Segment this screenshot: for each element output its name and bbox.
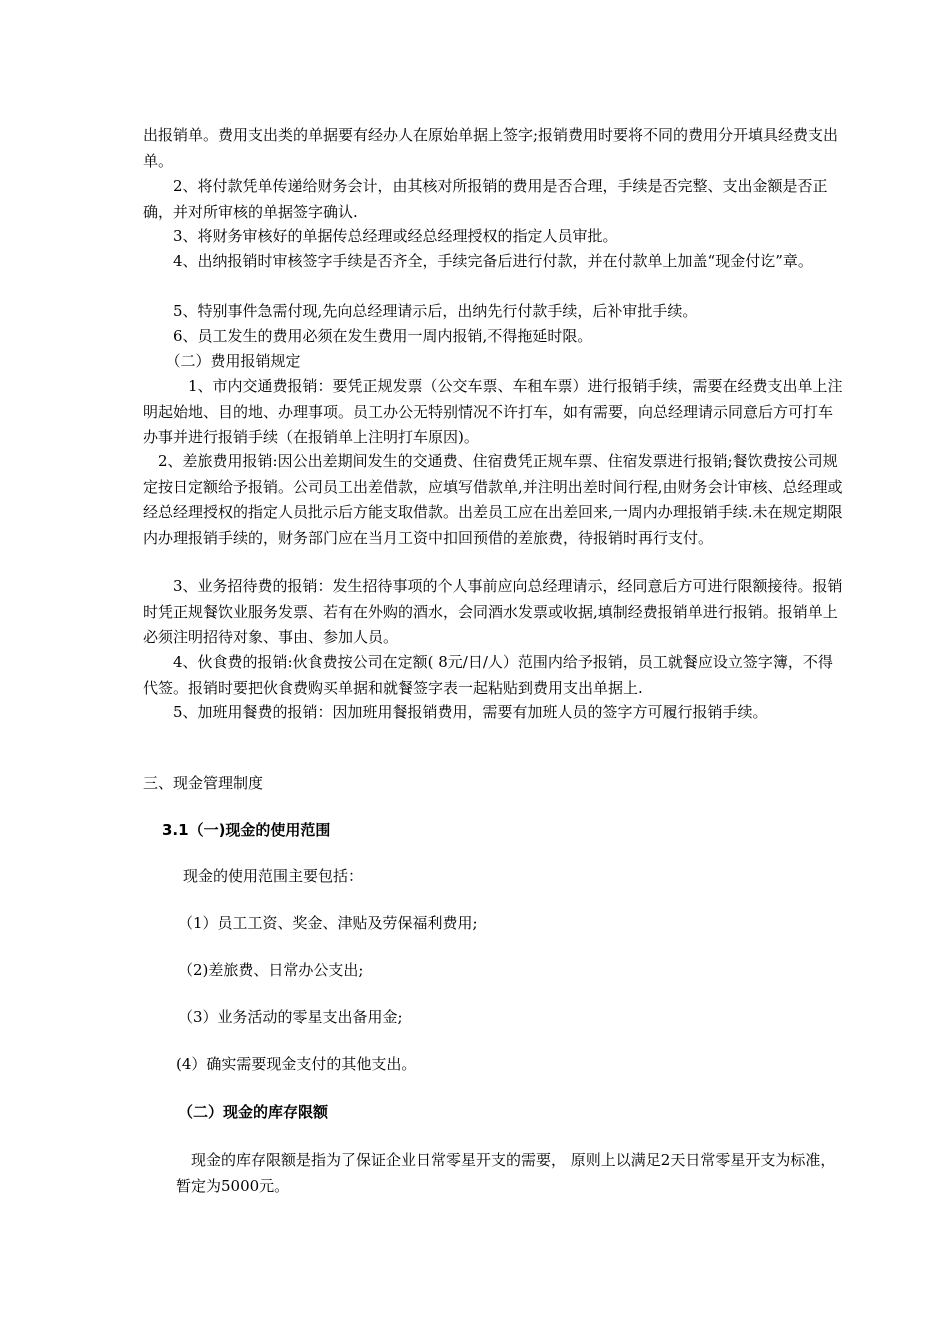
- paragraph-6: 6、员工发生的费用必须在发生费用一周内报销,不得拖延时限。: [143, 327, 593, 345]
- paragraph-1: 出报销单。费用支出类的单据要有经办人在原始单据上签字;报销费用时要将不同的费用分开填具经费支出单。: [143, 126, 839, 170]
- paragraph-8: 1、市内交通费报销：要凭正规发票（公交车票、车租车票）进行报销手续，需要在经费支出单上注明起始地、目的地、办理事项。员工办公无特别情况不许打车，如有需要，向总经理请示同意后方可打车办事并进行报销手续（在报销单上注明打车原因)。: [143, 377, 843, 446]
- paragraph-4: 4、出纳报销时审核签字手续是否齐全，手续完备后进行付款，并在付款单上加盖“现金付讫”章。: [143, 252, 813, 270]
- usage-intro: 现金的使用范围主要包括：: [183, 867, 364, 885]
- paragraph-10: 3、业务招待费的报销：发生招待事项的个人事前应向总经理请示，经同意后方可进行限额接待。报销时凭正规餐饮业服务发票、若有在外购的酒水，会同酒水发票或收据,填制经费报销单进行报销。报销单上必须注明招待对象、事由、参加人员。: [143, 577, 843, 646]
- usage-item-2: （2)差旅费、日常办公支出;: [178, 961, 364, 979]
- paragraph-5: 5、特别事件急需付现,先向总经理请示后，出纳先行付款手续，后补审批手续。: [143, 302, 698, 320]
- usage-item-1: （1）员工工资、奖金、津贴及劳保福利费用;: [178, 914, 478, 932]
- limit-paragraph: 现金的库存限额是指为了保证企业日常零星开支的需要， 原则上以满足2天日常零星开支为标准，暂定为5000元。: [176, 1151, 836, 1195]
- subsection-title-1: 3.1（一)现金的使用范围: [162, 821, 331, 839]
- paragraph-9: 2、差旅费用报销:因公出差期间发生的交通费、住宿费凭正规车票、住宿发票进行报销;餐饮费按公司规定按日定额给予报销。公司员工出差借款，应填写借款单,并注明出差时间行程,由财务会计审核、总经理或经总经理授权的指定人员批示后方能支取借款。出差员工应在出差回来,一周内办理报销手续.未在规定期限内办理报销手续的，财务部门应在当月工资中扣回预借的差旅费，待报销时再行支付。: [143, 452, 843, 547]
- usage-item-3: （3）业务活动的零星支出备用金;: [178, 1008, 403, 1026]
- usage-item-4: (4）确实需要现金支付的其他支出。: [176, 1055, 417, 1073]
- paragraph-3: 3、将财务审核好的单据传总经理或经总经理授权的指定人员审批。: [143, 227, 618, 245]
- paragraph-7-heading: （二）费用报销规定: [143, 352, 301, 370]
- paragraph-2: 2、将付款凭单传递给财务会计，由其核对所报销的费用是否合理，手续是否完整、支出金额是否正确，并对所审核的单据签字确认.: [143, 177, 828, 221]
- paragraph-11: 4、伙食费的报销:伙食费按公司在定额( 8元/日/人）范围内给予报销，员工就餐应设立签字簿，不得代签。报销时要把伙食费购买单据和就餐签字表一起粘贴到费用支出单据上.: [143, 653, 833, 697]
- paragraph-12: 5、加班用餐费的报销：因加班用餐报销费用，需要有加班人员的签字方可履行报销手续。: [143, 703, 768, 721]
- section-title: 三、现金管理制度: [143, 774, 264, 792]
- subsection-title-2: （二）现金的库存限额: [178, 1103, 329, 1121]
